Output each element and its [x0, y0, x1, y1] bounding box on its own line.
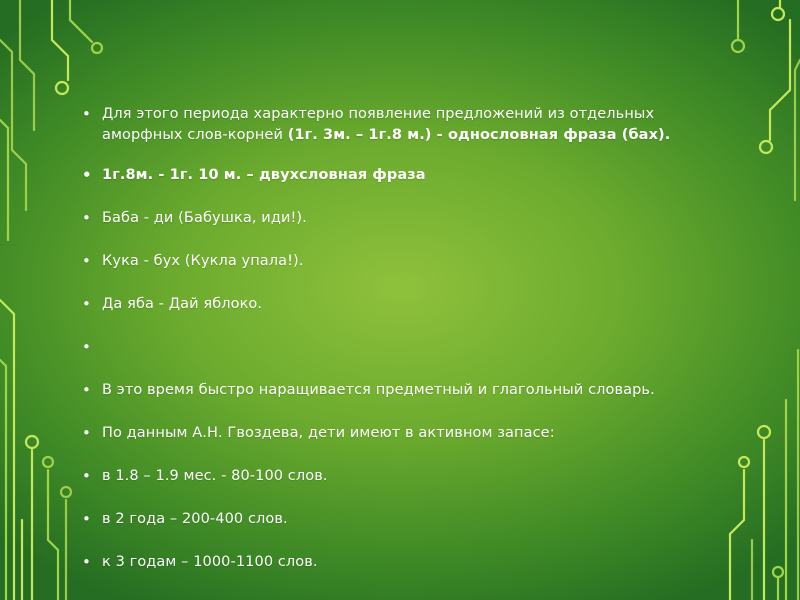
bullet-item: • Да яба - Дай яблоко.	[80, 294, 730, 315]
bullet-text: Для этого периода характерно появление предложений из отдельных аморфных слов-корней	[102, 106, 655, 143]
slide-body	[80, 104, 730, 595]
bullet-item: • По данным А.Н. Гвоздева, дети имеют в активном запасе:	[80, 423, 730, 444]
bullet-item	[80, 104, 730, 146]
bullet-item: • 1г.8м. - 1г. 10 м. – двухсловная фраза	[80, 165, 730, 186]
bullet-item: • Кука - бух (Кукла упала!).	[80, 251, 730, 272]
bullet-item: • к 3 годам – 1000-1100 слов.	[80, 552, 730, 573]
bullet-item-empty	[80, 337, 730, 358]
bullet-item: • в 2 года – 200-400 слов.	[80, 509, 730, 530]
bullet-item: • Баба - ди (Бабушка, иди!).	[80, 208, 730, 229]
bullet-age-range: (1г. 3м. – 1г.8 м.) -	[287, 127, 448, 143]
bullet-term: однословная фраза (бах).	[447, 127, 671, 143]
bullet-item: • В это время быстро наращивается предметный и глагольный словарь.	[80, 380, 730, 401]
bullet-item: • в 1.8 – 1.9 мес. - 80-100 слов.	[80, 466, 730, 487]
